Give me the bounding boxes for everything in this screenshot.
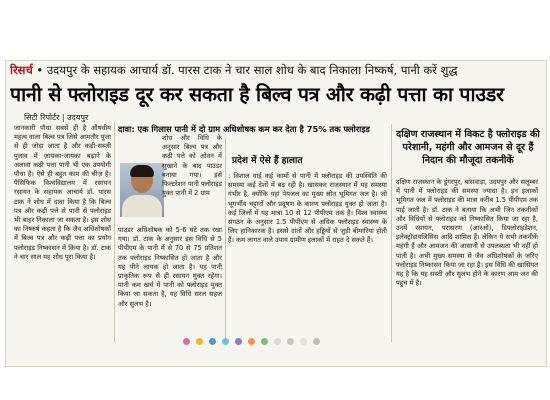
kicker-label: रिसर्च [10,63,33,77]
article-headline: पानी से फ्लोराइड दूर कर सकता है बिल्व पत्र और कढ़ी पत्ता का पाउडर [10,83,504,106]
color-dot [196,338,203,345]
color-dot [300,338,307,345]
color-dot [287,338,294,345]
article-column-1: जानकारी पौधा सबसे ही है औषधीय महत्व वाला बिल्व पत्र जिसे आमतौर पूजा से ही जोड़ा जाता है और कढ़ी-सब्जी पुलाव में ज़ायका-जायका बढ़ाने के अलावा कढ़ी पत्ता पानी भी एक उपयोगी पौधा है। ऐसे ही बहुत काम की चीज़ है। पैसिफिक विश्वविद्यालय में रसायन रसायन के सहायक आचार्य डॉ. पारस टाक ने शोध में दावा किया है कि बिल्व पत्र और कढ़ी पत्ते से पानी से फ्लोराइड भी बाहर निकाला जा सकता है। इस शोध का निष्कर्ष कहता है कि जैव अधिशोषकों में बिल्व पत्र और कढ़ी पत्ता का प्रयोग फ्लोराइड निष्कासन में किया है। डॉ. टाक ने चार साल यह शोध पूरा किया है। [14,124,111,261]
article-column-2-bottom: पाउडर अधिशोषक को 5-6 घंटे तक रखा गया। डॉ. टाक के अनुसार इस विधि से 5 पीपीएम के पानी में से 70 से 75 प्रतिशत तक फ्लोराइड निष्कासित हो जाता है और यह पीने लायक हो जाता है। यह पानी प्राकृतिक रूप से ही रसायन मुक्त रहेगा। पानी कम खर्च में पानी को फ्लोराइड मुक्त किया जा सकता है, यह विधि सरल सहज और सुलभ है। [118,226,222,308]
color-dot [209,338,216,345]
subheading-claim: दावा: एक गिलास पानी में दो ग्राम अधिशोषक कम कर देता है 75% तक फ्लोराइड [118,124,370,134]
color-dot [183,338,190,345]
color-dot [235,338,242,345]
color-dot [261,338,268,345]
column-divider [225,138,226,342]
subheading-south-rajasthan: दक्षिण राजस्थान में विकट है फ्लोराइड की परेशानी, महंगी और आमजन से दूर हैं निदान की मौजूदा तकनीकें [396,129,540,166]
byline: सिटी रिपोर्टर | उदयपुर [24,113,89,122]
color-dot [222,338,229,345]
color-dot [313,338,320,345]
color-dot [248,338,255,345]
article-column-4: दक्षिण राजस्थान के डूंगरपुर, बांसवाड़ा, उदयपुर और सलूम्बर में पानी में फ्लोराइड की समस्या ज्यादा है। इन इलाकों भूमिगत जल में फ्लोराइड की मात्रा करीब 1.5 पीपीएम तक पाई जाती है। डॉ. टाक ने बताया कि अभी जिन तकनीकों और विधियों से फ्लोराइड को निष्कासित किया जा रहा है, उनमें रसायन, परासरण (आरओ), डिफ्लोराइडेशन, इलेक्ट्रोडायलिसिस आदि शामिल हैं। लेकिन ये सभी तकनीकें महंगी हैं और आमजन की आसानी से उपलब्धता भी नहीं हो पाती है। अभी मुख्य समस्या से जैव अधिशोषकों के जरिए फ्लोराइड निष्कासन किया जा रहा है। इस विधि की खासियत यह है कि यह सस्ती और सुलभ होने के कारण आम जन की पहुंच में है। [396,178,538,288]
column-divider [391,124,392,342]
article-kicker [10,63,540,78]
color-dots-strip [183,330,326,340]
article-column-3: : विशाल वाई कई कामों से पानी में फ्लोराइड की उपस्थिति की समस्या कई देशों में बढ़ रही है। खासकर राजस्थान में यह समस्या गंभीर है, क्योंकि यहां पेयजल का मुख्य स्रोत भूमिगत जल है। जो भूगर्भीय चट्टानों और प्रदूषण के कारण फ्लोराइड युक्त हो जाता है। कई जिलों में यह मात्रा 10 से 12 पीपीएम तक है। विश्व स्वास्थ्य संगठन के अनुसार 1.5 पीपीएम से अधिक फ्लोराइड स्वास्थ्य के लिए हानिकारक है। इससे दांतों और हड्डियों से जुड़ी बीमारियां होती हैं। कम लागत वाले उपाय ग्रामीण इलाकों में राहत दे सकते हैं। [228,172,387,245]
color-dot [274,338,281,345]
subheading-state-situation: प्रदेश में ऐसे हैं हालात [232,156,303,166]
article-column-2-top: शोध और विधि के अनुसार बिल्व पत्र और कढ़ी पत्ते को ओवन में सुखाने के बाद पाउडर बनाया गया। इसे फिल्टरेशन पानी फ्लोराइड युक्त पानी में 2 ग्राम [162,134,222,198]
column-divider [114,122,115,342]
kicker-text: • उदयपुर के सहायक आचार्य डॉ. पारस टाक ने चार साल शोध के बाद निकाला निष्कर्ष, पानी करें शुद्ध [32,63,458,77]
